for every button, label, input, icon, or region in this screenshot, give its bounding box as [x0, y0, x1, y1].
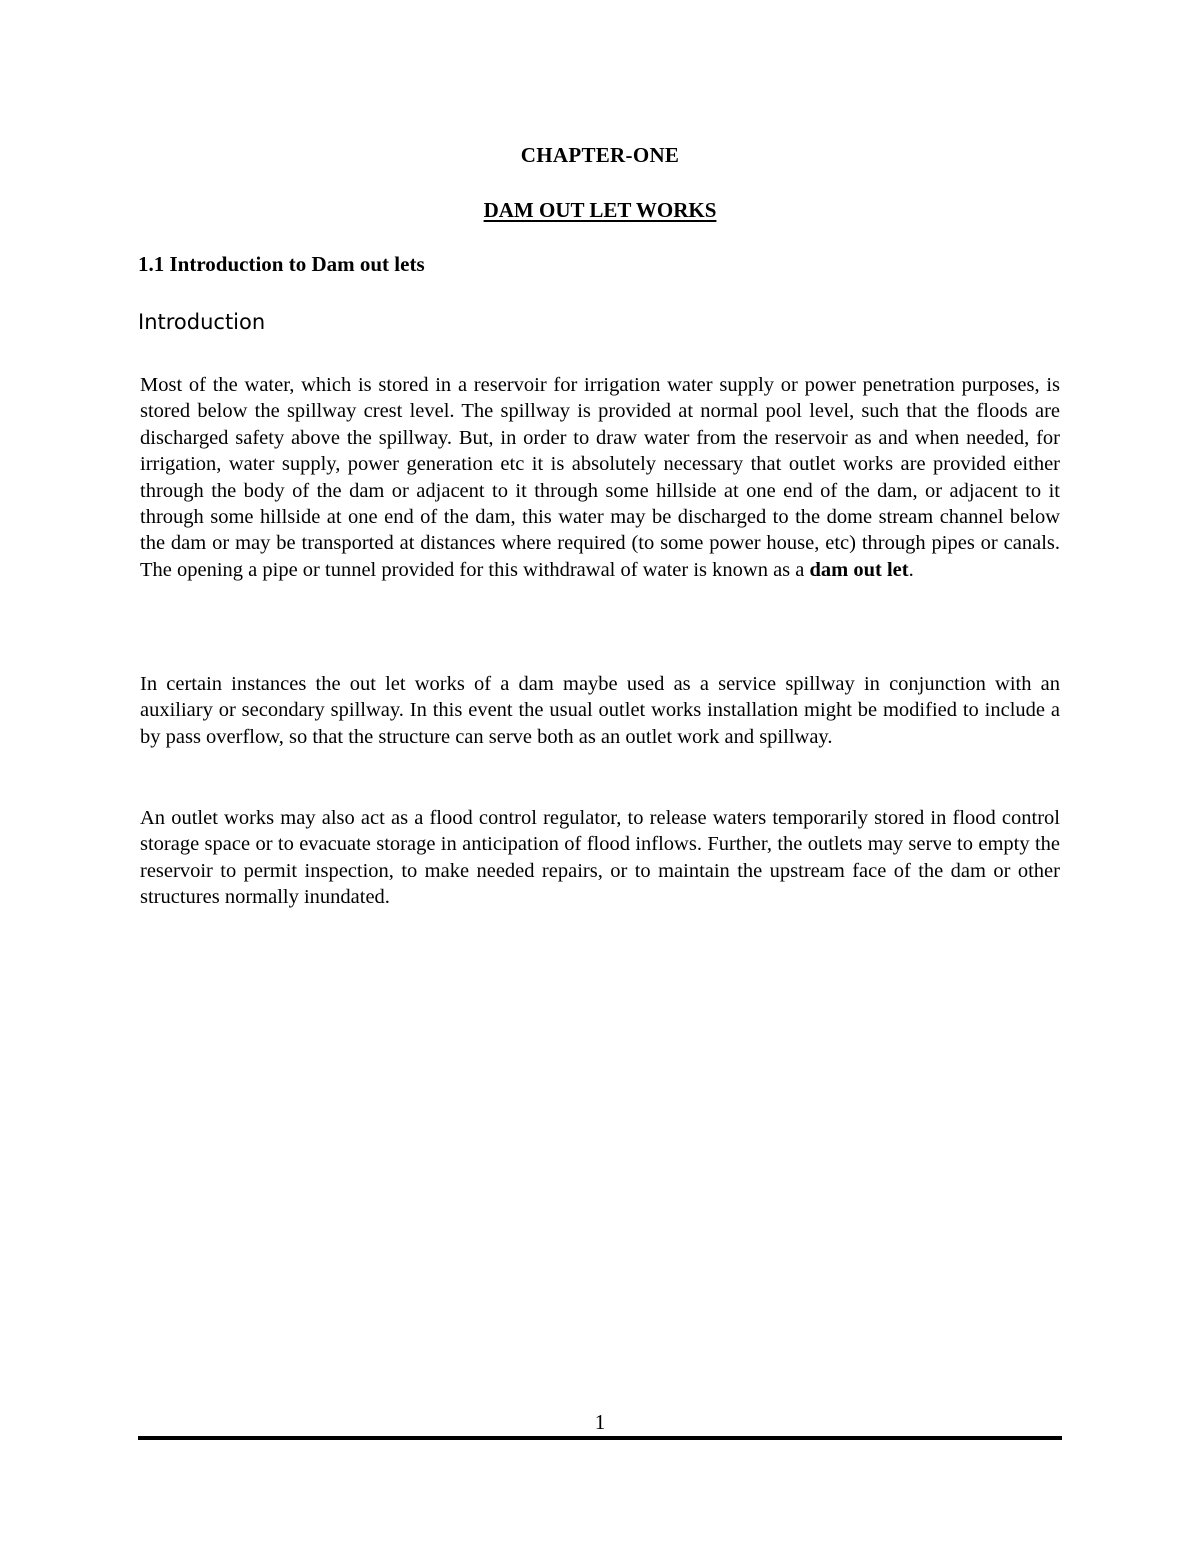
- page-number: 1: [594, 1410, 606, 1434]
- paragraph-intro-text: Most of the water, which is stored in a reservoir for irrigation water supply or power penetration purposes, is stored below the spillway crest level. The spillway is provided at normal pool level, such that the floods are discharged safety above the spillway. But, in order to draw water from the reservoir as and when needed, for irrigation, water supply, power generation etc it is absolutely necessary that outlet works are provided either through the body of the dam or adjacent to it through some hillside at one end of the dam, or adjacent to it through some hillside at one end of the dam, this water may be discharged to the dome stream channel below the dam or may be transported at distances where required (to some power house, etc) through pipes or canals. The opening a pipe or tunnel provided for this withdrawal of water is known as a: [140, 374, 1060, 581]
- section-heading: 1.1 Introduction to Dam out lets: [138, 252, 425, 276]
- paragraph-intro: [140, 372, 1060, 583]
- footer-rule: [138, 1436, 1062, 1440]
- paragraph-intro-end: .: [908, 558, 914, 581]
- subheading: Introduction: [138, 310, 266, 334]
- paragraph-flood-control: An outlet works may also act as a flood control regulator, to release waters temporarily stored in flood control storage space or to evacuate storage in anticipation of flood inflows. Further, the outlets may serve to empty the reservoir to permit inspection, to make needed repairs, or to maintain the upstream face of the dam or other structures normally inundated.: [140, 807, 1060, 909]
- key-term: dam out let: [809, 558, 909, 581]
- chapter-label: CHAPTER-ONE: [520, 143, 680, 167]
- document-title: DAM OUT LET WORKS: [483, 198, 717, 222]
- paragraph-service-spillway: In certain instances the out let works of a dam maybe used as a service spillway in conjunction with an auxiliary or secondary spillway. In this event the usual outlet works installation might be modified to include a by pass overflow, so that the structure can serve both as an outlet work and spillway.: [140, 673, 1060, 748]
